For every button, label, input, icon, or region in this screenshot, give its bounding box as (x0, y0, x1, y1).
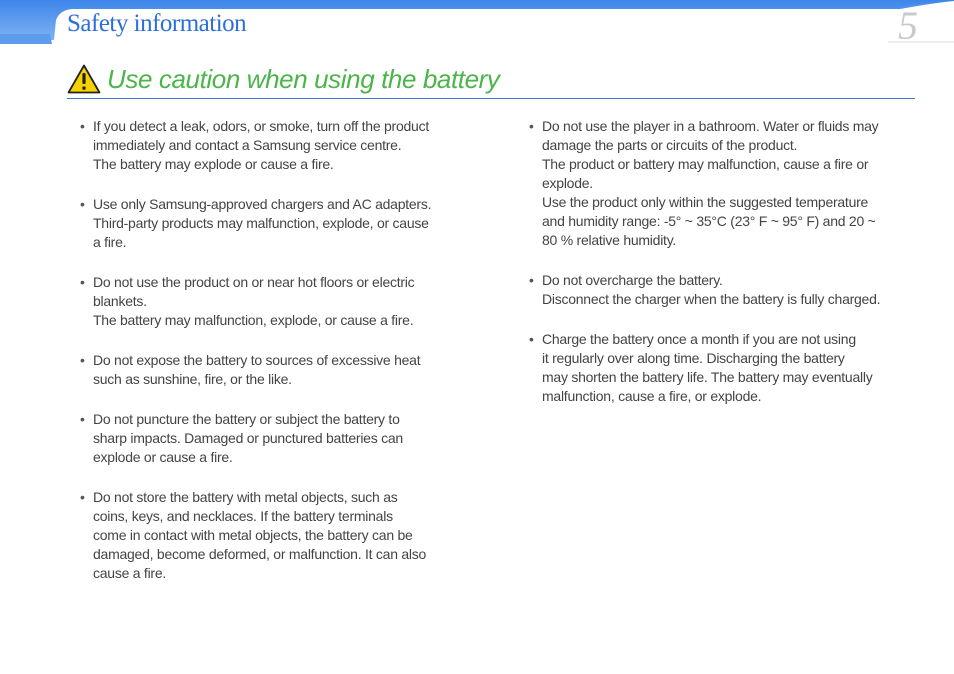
header-title: Safety information (67, 10, 247, 37)
bullet-text-line: blankets. (93, 293, 147, 309)
bullet-text-line: malfunction, cause a fire, or explode. (542, 388, 762, 404)
bullet-text-line: • Do not use the player in a bathroom. Water or fluids may (542, 118, 879, 134)
bullet-text-line: The battery may explode or cause a fire. (93, 156, 334, 172)
bullet-text-line: • Use only Samsung-approved chargers and AC adapters. (93, 196, 432, 212)
bullet-item (80, 195, 445, 252)
bullet-text-line: such as sunshine, fire, or the like. (93, 371, 292, 387)
bullet-text-line: a fire. (93, 234, 127, 250)
bullet-text-line: Disconnect the charger when the battery is fully charged. (542, 291, 881, 307)
page-number: 5 (898, 3, 918, 48)
left-column (80, 117, 445, 604)
warning-triangle-icon (67, 64, 101, 94)
bullet-text-line: The battery may malfunction, explode, or cause a fire. (93, 312, 414, 328)
bullet-item (529, 117, 897, 250)
bullet-item (80, 273, 445, 330)
bullet-text-line: damage the parts or circuits of the product. (542, 137, 798, 153)
right-column (529, 117, 897, 427)
bullet-text-line: sharp impacts. Damaged or punctured batteries can (93, 430, 403, 446)
bullet-text-line: • If you detect a leak, odors, or smoke, turn off the product (93, 118, 429, 134)
left-bullet-list (80, 117, 445, 583)
bullet-text-line: • Charge the battery once a month if you are not using (542, 331, 856, 347)
bullet-text-line: it regularly over along time. Discharging the battery (542, 350, 845, 366)
bullet-text-line: Use the product only within the suggested temperature (542, 194, 869, 210)
bullet-item (80, 488, 445, 583)
bullet-text-line: may shorten the battery life. The battery may eventually (542, 369, 873, 385)
bullet-text-line: • Do not overcharge the battery. (542, 272, 723, 288)
bullet-text-line: immediately and contact a Samsung service centre. (93, 137, 402, 153)
section-heading (67, 60, 915, 99)
bullet-text-line: The product or battery may malfunction, cause a fire or (542, 156, 869, 172)
bullet-text-line: explode. (542, 175, 593, 191)
bullet-text-line: Third-party products may malfunction, explode, or cause (93, 215, 429, 231)
section-title: Use caution when using the battery (107, 64, 500, 94)
bullet-text-line: 80 % relative humidity. (542, 232, 677, 248)
bullet-item (529, 330, 897, 406)
bullet-text-line: come in contact with metal objects, the battery can be (93, 527, 413, 543)
bullet-text-line: explode or cause a fire. (93, 449, 233, 465)
bullet-text-line: • Do not expose the battery to sources of excessive heat (93, 352, 421, 368)
bullet-item (529, 271, 897, 309)
bullet-item (80, 410, 445, 467)
bullet-item (80, 117, 445, 174)
bullet-item (80, 351, 445, 389)
bullet-text-line: • Do not use the product on or near hot floors or electric (93, 274, 415, 290)
bullet-text-line: and humidity range: -5° ~ 35°C (23° F ~ 95° F) and 20 ~ (542, 213, 876, 229)
bullet-text-line: • Do not store the battery with metal objects, such as (93, 489, 398, 505)
bullet-text-line: coins, keys, and necklaces. If the battery terminals (93, 508, 393, 524)
right-bullet-list (529, 117, 897, 406)
bullet-text-line: cause a fire. (93, 565, 167, 581)
bullet-text-line: damaged, become deformed, or malfunction. It can also (93, 546, 427, 562)
bullet-text-line: • Do not puncture the battery or subject the battery to (93, 411, 400, 427)
